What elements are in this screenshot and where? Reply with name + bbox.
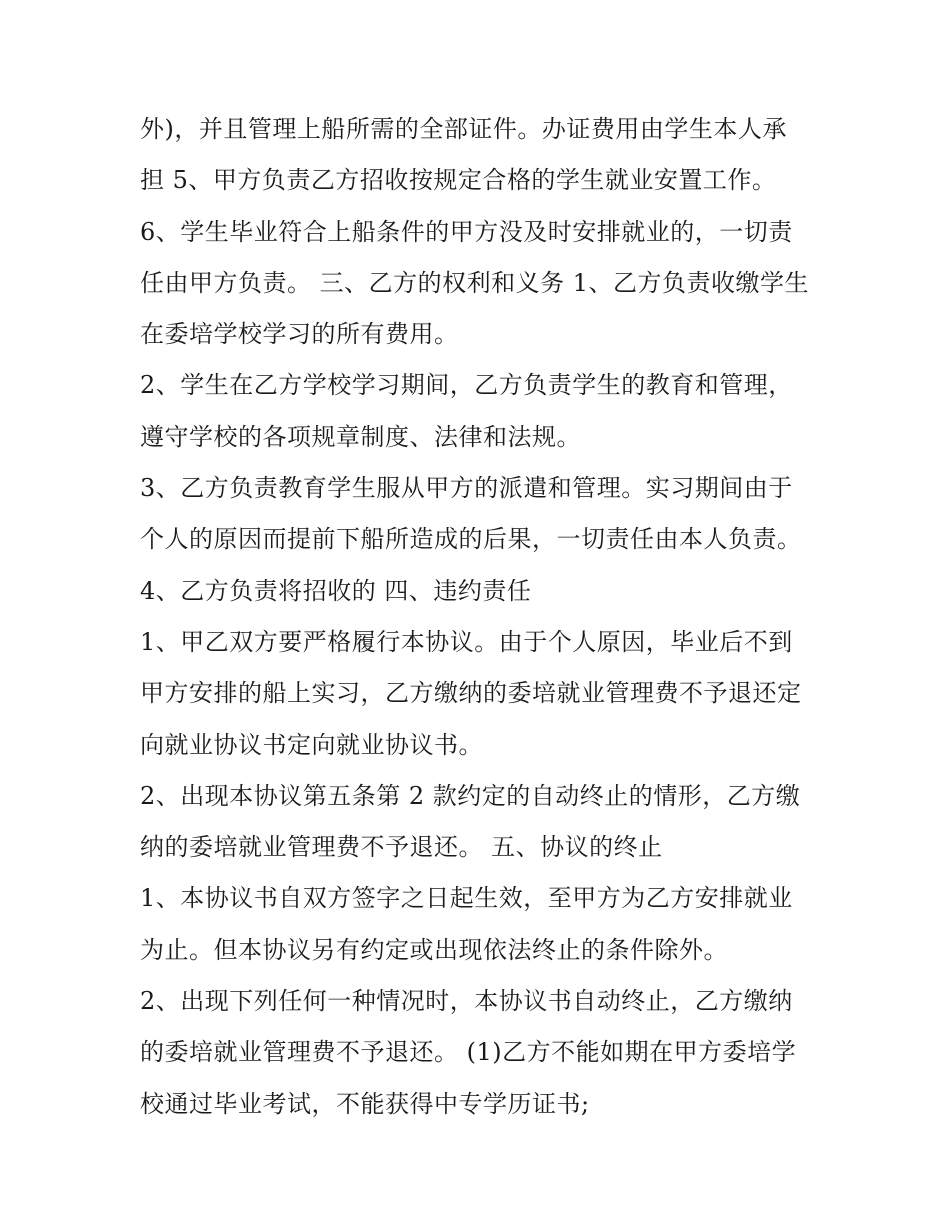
text-line: 3、乙方负责教育学生服从甲方的派遣和管理。实习期间由于 [140,474,793,503]
text-line: 外)，并且管理上船所需的全部证件。办证费用由学生本人承 [140,115,787,143]
text-line: 校通过毕业考试，不能获得中专学历证书; [140,1089,590,1118]
text-line: 任由甲方负责。 三、乙方的权利和义务 1、乙方负责收缴学生 [140,268,810,297]
text-line: 担 5、甲方负责乙方招收按规定合格的学生就业安置工作。 [140,166,777,195]
document-body [140,104,830,1130]
text-line: 的委培就业管理费不予退还。 (1)乙方不能如期在甲方委培学 [140,1038,797,1067]
text-line: 1、甲乙双方要严格履行本协议。由于个人原因，毕业后不到 [140,627,793,656]
text-line: 为止。但本协议另有约定或出现依法终止的条件除外。 [140,935,728,964]
text-line: 遵守学校的各项规章制度、法律和法规。 [140,422,581,451]
text-line: 6、学生毕业符合上船条件的甲方没及时安排就业的，一切责 [140,217,793,246]
text-line: 2、学生在乙方学校学习期间，乙方负责学生的教育和管理， [140,371,793,400]
text-line: 2、出现本协议第五条第 2 款约定的自动终止的情形，乙方缴 [140,781,801,810]
text-line: 向就业协议书定向就业协议书。 [140,730,483,759]
text-line: 4、乙方负责将招收的 四、违约责任 [140,576,532,605]
text-line: 个人的原因而提前下船所造成的后果，一切责任由本人负责。 [140,525,802,554]
text-line: 甲方安排的船上实习，乙方缴纳的委培就业管理费不予退还定 [140,679,802,708]
text-line: 在委培学校学习的所有费用。 [140,320,459,349]
text-line: 1、本协议书自双方签字之日起生效，至甲方为乙方安排就业 [140,884,793,913]
text-line: 纳的委培就业管理费不予退还。 五、协议的终止 [140,833,663,862]
text-line: 2、出现下列任何一种情况时，本协议书自动终止，乙方缴纳 [140,987,793,1016]
